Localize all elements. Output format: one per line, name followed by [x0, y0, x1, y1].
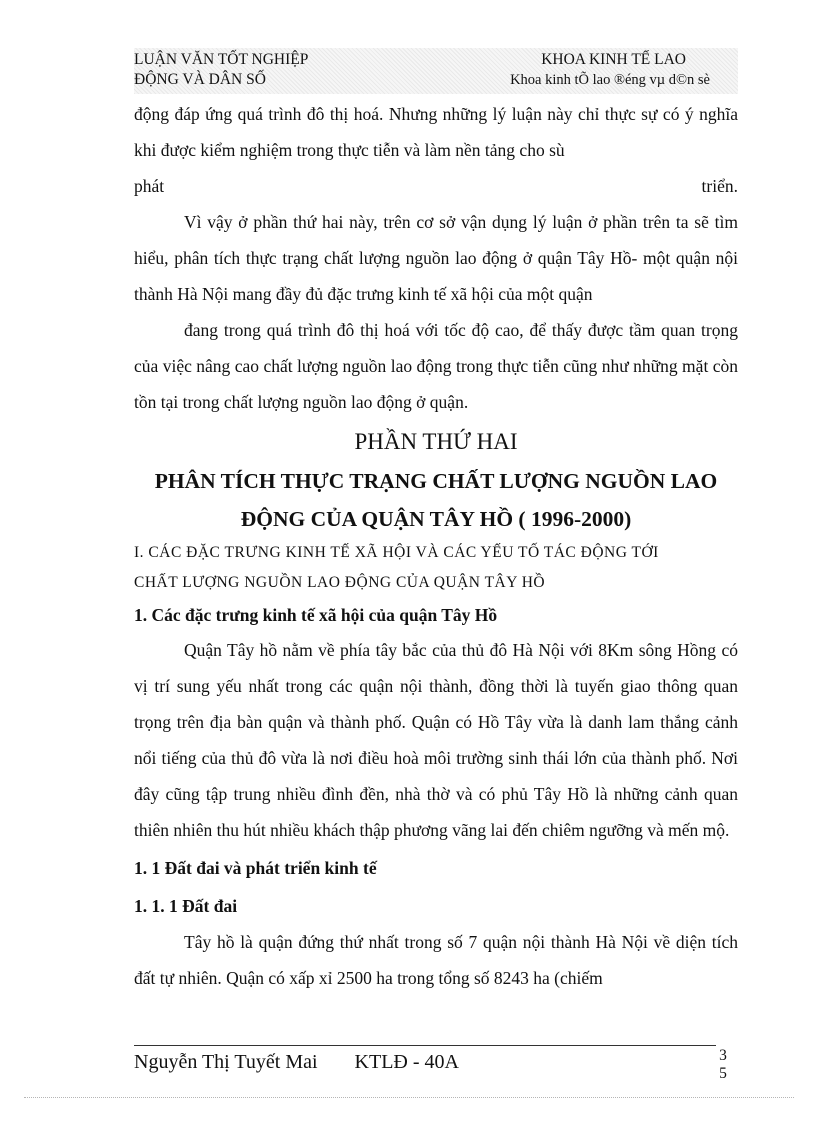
subsection-heading-land: 1. 1. 1 Đất đai [134, 896, 238, 916]
chapter-title-line2: ĐỘNG CỦA QUẬN TÂY HỒ ( 1996-2000) [240, 507, 632, 531]
header-right-line1: KHOA KINH TẾ LAO [541, 51, 686, 68]
page-bottom-border [24, 1097, 794, 1098]
subsection-heading-land-economy: 1. 1 Đất đai và phát triển kinh tế [134, 858, 377, 878]
header-right-line2: Khoa kinh tÕ lao ®éng vµ d©n sè [510, 72, 710, 88]
paragraph-part-two-intro: Vì vậy ở phần thứ hai này, trên cơ sở vận dụng lý luận ở phần trên ta sẽ tìm hiểu, phân tích thực trạng chất lượng nguồn lao động ở quận Tây Hồ- một quận nội thành Hà Nội mang đầy đủ đặc trưng kinh tế xã hội của một quận [134, 212, 738, 304]
last-line-right: triển. [701, 176, 738, 196]
page-header [134, 48, 738, 94]
footer-divider [134, 1045, 716, 1046]
paragraph-urbanization: đang trong quá trình đô thị hoá với tốc độ cao, để thấy được tầm quan trọng của việc nâng cao chất lượng nguồn lao động trong thực tiễn cũng như những mặt còn tồn tại trong chất lượng nguồn lao động ở quận. [134, 320, 738, 412]
section-heading-line2: CHẤT LƯỢNG NGUỒN LAO ĐỘNG CỦA QUẬN TÂY HỒ [134, 574, 546, 591]
paragraph-intro-continued: động đáp ứng quá trình đô thị hoá. Nhưng những lý luận này chỉ thực sự có ý nghĩa khi được kiểm nghiệm trong thực tiễn và làm nền tảng cho sù [134, 104, 738, 160]
header-left-line2: ĐỘNG VÀ DÂN SỐ [134, 71, 266, 88]
footer-author: Nguyễn Thị Tuyết Mai [134, 1051, 318, 1073]
page-footer [134, 1048, 459, 1076]
header-left-line1: LUẬN VĂN TỐT NGHIỆP [134, 51, 309, 68]
last-line-left: phát [134, 176, 165, 196]
section-heading-line1: I. CÁC ĐẶC TRƯNG KINH TẾ XÃ HỘI VÀ CÁC YẾU TỐ TÁC ĐỘNG TỚI [134, 544, 659, 561]
page-number [716, 1047, 730, 1083]
justified-last-line [134, 168, 738, 204]
footer-class-code: KTLĐ - 40A [354, 1051, 459, 1073]
chapter-title-line1: PHÂN TÍCH THỰC TRẠNG CHẤT LƯỢNG NGUỒN LAO [154, 469, 718, 493]
paragraph-tay-ho-overview: Quận Tây hồ nằm về phía tây bắc của thủ đô Hà Nội với 8Km sông Hồng có vị trí sung yếu nhất trong các quận nội thành, đồng thời là tuyến giao thông quan trọng trên địa bàn quận và thành phố. Quận có Hồ Tây vừa là danh lam thắng cảnh nổi tiếng của thủ đô vừa là nơi điều hoà môi trường sinh thái lớn của thành phố. Nơi đây cũng tập trung nhiều đình đền, nhà thờ và có phủ Tây Hồ là những cảnh quan thiên nhiên thu hút nhiều khách thập phương vãng lai đến chiêm ngưỡng và mến mộ. [134, 640, 738, 840]
document-body [134, 96, 738, 996]
paragraph-land-area: Tây hồ là quận đứng thứ nhất trong số 7 quận nội thành Hà Nội về diện tích đất tự nhiên. Quận có xấp xỉ 2500 ha trong tổng số 8243 ha (chiếm [134, 932, 738, 988]
page-number-digit-1: 3 [719, 1047, 727, 1064]
page-number-digit-2: 5 [719, 1065, 727, 1082]
part-heading: PHẦN THỨ HAI [354, 429, 518, 454]
subsection-heading: 1. Các đặc trưng kinh tế xã hội của quận Tây Hồ [134, 605, 498, 625]
